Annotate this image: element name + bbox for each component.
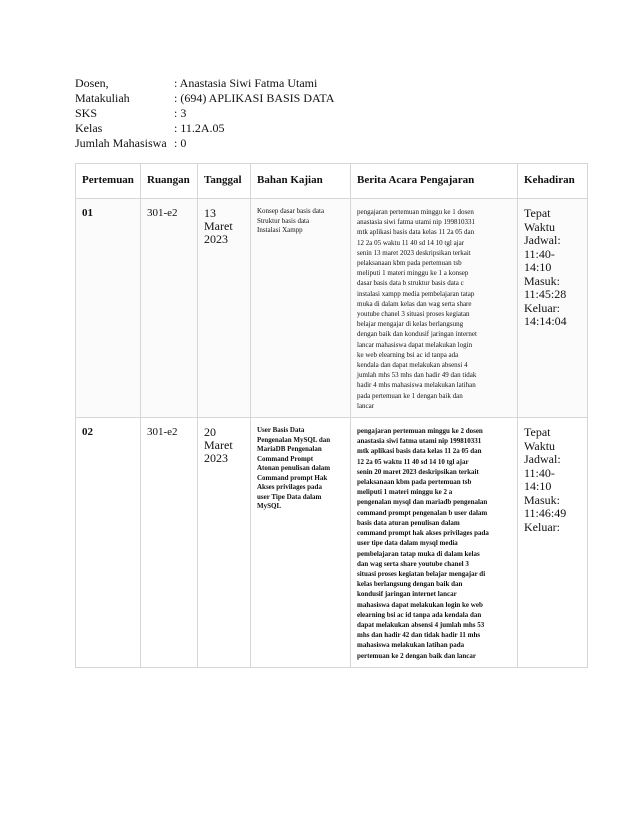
kehadiran-cell-line: 11:40- [524, 246, 555, 261]
berita-acara-cell [351, 199, 518, 418]
berita-acara-cell-line: 12 2a 05 waktu 11 40 sd 14 10 tgl ajar [357, 457, 469, 466]
berita-acara-cell-line: mhs dan hadir 42 dan tidak hadir 11 mhs [357, 631, 481, 640]
kehadiran-cell-line: Keluar: [524, 300, 560, 315]
kehadiran-cell-line: 11:46:49 [524, 506, 567, 521]
bahan-kajian-cell-line: Struktur basis data [257, 216, 310, 225]
berita-acara-cell-line: mtk aplikasi basis data kelas 11 2a 05 dan [357, 228, 475, 237]
bahan-kajian-cell-line: Command prompt Hak [257, 473, 328, 482]
dosen-label: Dosen, [75, 76, 109, 90]
berita-acara-cell-line: ke web elearning bsi ac id tanpa ada [357, 350, 459, 359]
kelas-label: Kelas [75, 121, 103, 135]
bahan-kajian-cell [251, 199, 351, 418]
table-header-row [76, 164, 588, 199]
bahan-kajian-cell-line: Atonan penulisan dalam [257, 464, 331, 473]
kehadiran-cell-line: Tepat [524, 206, 551, 220]
berita-acara-cell-line: user tipe data dalam mysql media [357, 539, 458, 548]
kehadiran-cell-line: Masuk: [524, 492, 560, 507]
berita-acara-cell-line: kelas berlangsung dengan baik dan [357, 580, 463, 589]
berita-acara-cell-line: dengan baik dan kondusif jaringan internet [357, 330, 477, 339]
bahan-kajian-cell-line: Akses privilages pada [257, 483, 322, 492]
kelas-row [75, 121, 334, 136]
kehadiran-cell-line: Jadwal: [524, 452, 561, 467]
ruangan-cell: 301-e2 [141, 199, 198, 418]
ruangan-cell: 301-e2 [141, 418, 198, 668]
berita-acara-cell-line: command prompt hak akses privilages pada [357, 529, 489, 538]
kehadiran-cell-line: Waktu [524, 219, 556, 234]
berita-acara-cell-line: kondusif jaringan internet lancar [357, 590, 457, 599]
berita-acara-cell-line: pengajaran pertemuan minggu ke 2 dosen [357, 427, 483, 436]
header-berita-acara: Berita Acara Pengajaran [351, 164, 518, 199]
kehadiran-cell-line: Tepat [524, 425, 551, 440]
kelas-value: : 11.2A.05 [174, 121, 225, 135]
bahan-kajian-cell-line: user Tipe Data dalam [257, 492, 322, 501]
berita-acara-cell-line: senin 13 maret 2023 deskripsikan terkait [357, 248, 471, 257]
berita-acara-cell-line: pembelajaran tatap muka di dalam kelas [357, 549, 480, 558]
berita-acara-cell-line: pada pertemuan ke 1 dengan baik dan [357, 391, 463, 400]
tanggal-cell-line: 20 [204, 425, 216, 440]
tanggal-cell [198, 199, 251, 418]
header-bahan-kajian: Bahan Kajian [251, 164, 351, 199]
berita-acara-cell-line: mtk aplikasi basis data kelas 11 2a 05 dan [357, 447, 482, 456]
berita-acara-cell-line: youtube chanel 3 situasi proses kegiatan [357, 310, 470, 319]
tanggal-cell-line: 13 [204, 206, 216, 220]
table-row [76, 199, 588, 418]
kehadiran-cell-line: Keluar: [524, 519, 560, 534]
header-ruangan: Ruangan [141, 164, 198, 199]
table-row [76, 418, 588, 668]
berita-acara-cell-line: lancar [357, 401, 375, 410]
tanggal-cell-line: Maret [204, 438, 233, 453]
berita-acara-cell-line: hadir 4 mhs mahasiswa melakukan latihan [357, 381, 476, 390]
berita-acara-cell-line: dasar basis data b struktur basis data c [357, 279, 464, 288]
berita-acara-cell-line: muka di dalam kelas dan wag serta share [357, 299, 472, 308]
jumlah-mahasiswa-row [75, 136, 334, 151]
pertemuan-cell: 02 [76, 418, 141, 668]
kehadiran-cell-line: Masuk: [524, 273, 560, 288]
dosen-value: : Anastasia Siwi Fatma Utami [174, 76, 318, 90]
kehadiran-cell [518, 199, 588, 418]
berita-acara-cell-line: pelaksanaan kbm pada pertemuan tsb [357, 259, 462, 268]
berita-acara-cell-line: instalasi xampp media pembelajaran tatap [357, 289, 475, 298]
sks-row [75, 106, 334, 121]
berita-acara-cell-line: command prompt pengenalan b user dalam [357, 508, 488, 517]
berita-acara-cell-line: pelaksanaan kbm pada pertemuan tsb [357, 478, 472, 487]
bahan-kajian-cell-line: MySQL [257, 502, 282, 511]
berita-acara-cell-line: meliputi 1 materi minggu ke 2 a [357, 488, 453, 497]
tanggal-cell-line: 2023 [204, 451, 228, 466]
bahan-kajian-cell-line: Instalasi Xampp [257, 226, 303, 234]
berita-acara-cell-line: anastasia siwi fatma utami nip 199810331 [357, 437, 482, 446]
bahan-kajian-cell-line: Konsep dasar basis data [257, 207, 325, 215]
header-kehadiran: Kehadiran [518, 164, 588, 199]
berita-acara-cell-line: senin 20 maret 2023 deskripsikan terkait [357, 467, 479, 476]
berita-acara-cell-line: 12 2a 05 waktu 11 40 sd 14 10 tgl ajar [357, 238, 465, 247]
berita-acara-cell-line: mahasiswa dapat melakukan login ke web [357, 600, 483, 609]
berita-acara-cell-line: pertemuan ke 2 dengan baik dan lancar [357, 651, 477, 660]
kehadiran-cell-line: Waktu [524, 438, 556, 453]
tanggal-cell-line: Maret [204, 219, 233, 233]
jumlah-mahasiswa-label: Jumlah Mahasiswa [75, 136, 167, 150]
matakuliah-value: : (694) APLIKASI BASIS DATA [174, 91, 335, 105]
bahan-kajian-cell [251, 418, 351, 668]
berita-acara-cell-line: situasi proses kegiatan belajar mengajar di [357, 569, 486, 578]
berita-acara-cell-line: jumlah mhs 53 mhs dan hadir 49 dan tidak [357, 371, 477, 380]
berita-acara-cell-line: dapat melakukan absensi 4 jumlah mhs 53 [357, 620, 485, 629]
kehadiran-cell-line: 11:40- [524, 465, 555, 480]
berita-acara-cell-line: pengajaran pertemuan minggu ke 1 dosen [357, 208, 474, 216]
jumlah-mahasiswa-value: : 0 [174, 136, 187, 150]
berita-acara-cell-line: mahasiswa melakukan latihan pada [357, 641, 465, 650]
berita-acara-cell-line: pengenalan mysql dan mariadb pengenalan [357, 498, 488, 507]
berita-acara-cell-line: meliputi 1 materi minggu ke 1 a konsep [357, 269, 469, 278]
header-tanggal: Tanggal [198, 164, 251, 199]
berita-acara-cell-line: basis data aturan penulisan dalam [357, 518, 460, 527]
kehadiran-cell-line: 14:14:04 [524, 314, 567, 328]
berita-acara-cell [351, 418, 518, 668]
sks-label: SKS [75, 106, 98, 120]
kehadiran-cell-line: 14:10 [524, 479, 552, 494]
tanggal-cell [198, 418, 251, 668]
bahan-kajian-cell-line: User Basis Data [257, 426, 305, 435]
matakuliah-label: Matakuliah [75, 91, 130, 105]
sks-value: : 3 [174, 106, 187, 120]
berita-acara-cell-line: lancar mahasiswa dapat melakukan login [357, 340, 473, 349]
matakuliah-row [75, 91, 334, 106]
pertemuan-cell: 01 [76, 199, 141, 418]
tanggal-cell-line: 2023 [204, 232, 228, 246]
kehadiran-cell-line: 11:45:28 [524, 287, 567, 301]
bahan-kajian-cell-line: Pengenalan MySQL dan [257, 435, 331, 444]
course-info-header [75, 76, 334, 151]
bahan-kajian-cell-line: MariaDB Pengenalan [257, 445, 322, 454]
berita-acara-cell-line: anastasia siwi fatma utami nip 199810331 [357, 218, 476, 227]
kehadiran-cell-line: Jadwal: [524, 233, 561, 247]
dosen-row [75, 76, 334, 91]
header-pertemuan: Pertemuan [76, 164, 141, 199]
berita-acara-cell-line: dan wag serta share youtube chanel 3 [357, 559, 469, 568]
kehadiran-cell-line: 14:10 [524, 260, 552, 274]
kehadiran-cell [518, 418, 588, 668]
teaching-report-table [75, 163, 588, 668]
berita-acara-cell-line: kendala dan dapat melakukan absensi 4 [357, 361, 468, 370]
bahan-kajian-cell-line: Command Prompt [257, 454, 314, 463]
berita-acara-cell-line: belajar mengajar di kelas berlangsung [357, 320, 464, 329]
berita-acara-cell-line: elearning bsi ac id tanpa ada kendala dan [357, 610, 482, 619]
